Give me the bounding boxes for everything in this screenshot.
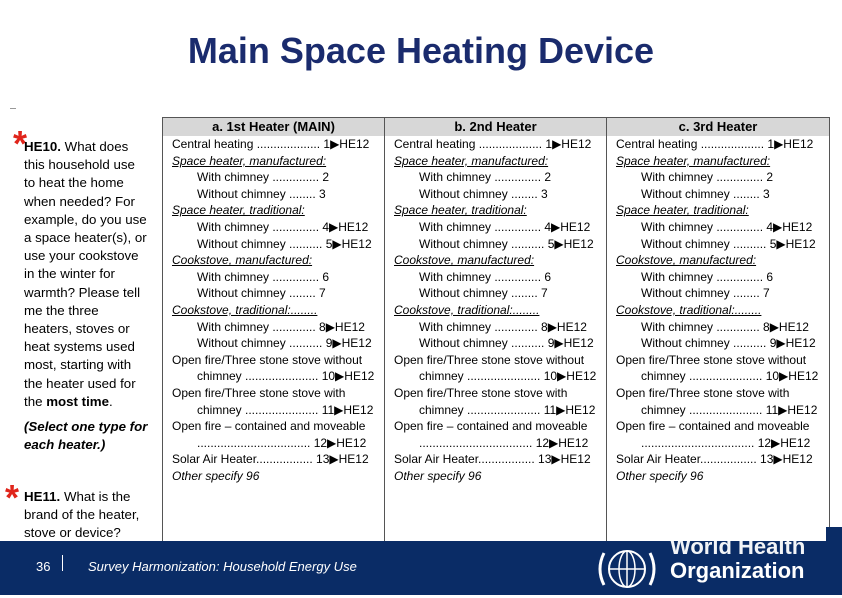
answer-option: Solar Air Heater................. 13▶HE12	[172, 452, 369, 467]
column-header: b. 2nd Heater	[385, 118, 606, 136]
answer-option: Without chimney ........ 7	[419, 286, 548, 301]
question-note-line: (Select one type for	[24, 419, 148, 434]
who-emblem-icon	[592, 547, 662, 598]
answer-option: Cookstove, manufactured:	[172, 253, 313, 268]
answer-option: .................................. 12▶HE12	[641, 435, 811, 450]
answer-option: Space heater, traditional:	[172, 203, 305, 218]
question-he11	[24, 488, 139, 543]
answer-option: Without chimney ........ 3	[197, 186, 326, 201]
answer-option: Space heater, traditional:	[616, 203, 749, 218]
question-line: brand of the heater,	[24, 507, 140, 523]
answer-option: With chimney .............. 6	[419, 269, 552, 284]
answer-option: With chimney ............. 8▶HE12	[641, 319, 809, 334]
question-note-line: each heater.)	[24, 437, 106, 453]
question-line: heaters, stoves or	[24, 321, 130, 337]
answer-option: Without chimney ........ 3	[641, 186, 770, 201]
question-line	[24, 488, 139, 506]
answer-option: Central heating ................... 1▶HE12	[394, 137, 592, 151]
answer-option: Open fire – contained and moveable	[394, 419, 588, 434]
answer-option: Other specify 96	[172, 468, 260, 483]
question-line: me the three	[24, 302, 99, 318]
answer-option: Without chimney .......... 9▶HE12	[641, 336, 816, 351]
divider-mark	[10, 108, 16, 109]
required-asterisk: *	[5, 477, 20, 518]
question-line: this household use	[24, 157, 135, 173]
answer-option: With chimney .............. 4▶HE12	[197, 219, 369, 234]
answer-option: Cookstove, manufactured:	[616, 253, 757, 268]
question-line: in the winter for	[24, 266, 115, 282]
question-line: example, do you use	[24, 211, 147, 227]
org-name-line2: Organization	[670, 558, 805, 583]
footer-text: Survey Harmonization: Household Energy Use	[88, 559, 357, 574]
answer-option: Open fire/Three stone stove with	[394, 385, 568, 400]
answer-option: With chimney .............. 2	[197, 170, 330, 185]
org-name-line1: World Health	[670, 534, 806, 559]
answer-option: Cookstove, traditional:........	[172, 302, 318, 317]
answer-option: With chimney ............. 8▶HE12	[197, 319, 365, 334]
answer-option: Cookstove, traditional:........	[394, 302, 540, 317]
answer-option: chimney ...................... 11▶HE12	[641, 402, 818, 417]
answer-option: Open fire – contained and moveable	[616, 419, 810, 434]
answer-option: Other specify 96	[616, 468, 704, 483]
column-header: c. 3rd Heater	[607, 118, 829, 136]
answer-option: .................................. 12▶HE12	[197, 435, 367, 450]
answer-option: Space heater, manufactured:	[616, 153, 771, 168]
answer-option: With chimney .............. 4▶HE12	[641, 219, 813, 234]
footer-corner	[826, 527, 842, 541]
slide-title: Main Space Heating Device	[187, 30, 655, 71]
question-line: heat systems used	[24, 339, 135, 355]
answer-option: Other specify 96	[394, 468, 482, 483]
table-frame	[162, 117, 830, 543]
answer-option: chimney ...................... 11▶HE12	[197, 402, 374, 417]
answer-option: Solar Air Heater................. 13▶HE12	[616, 452, 813, 467]
answer-option: Without chimney .......... 5▶HE12	[419, 236, 594, 251]
page-divider	[62, 555, 63, 571]
question-id: HE10.	[24, 139, 61, 154]
answer-option: Open fire/Three stone stove with	[616, 385, 790, 400]
answer-option: With chimney .............. 6	[641, 269, 774, 284]
question-punct: .	[109, 393, 113, 409]
who-logo-text	[670, 535, 805, 583]
answer-option: Without chimney ........ 3	[419, 186, 548, 201]
answer-option: chimney ...................... 11▶HE12	[419, 402, 596, 417]
answer-option: Central heating ................... 1▶HE12	[616, 137, 814, 151]
question-he10-note	[24, 418, 147, 454]
answer-option: With chimney ............. 8▶HE12	[419, 319, 587, 334]
answer-option: chimney ...................... 10▶HE12	[197, 369, 375, 384]
question-line: stove or device?	[24, 525, 121, 541]
answer-option: Cookstove, manufactured:	[394, 253, 535, 268]
answer-option: Open fire/Three stone stove with	[172, 385, 346, 400]
answer-option: Open fire/Three stone stove without	[616, 352, 807, 367]
question-line: What does	[64, 139, 129, 154]
question-he10	[24, 138, 147, 411]
answer-option: Without chimney .......... 9▶HE12	[419, 336, 594, 351]
answer-option: With chimney .............. 4▶HE12	[419, 219, 591, 234]
answer-option: Open fire – contained and moveable	[172, 419, 366, 434]
question-line: use your cookstove	[24, 248, 139, 264]
answer-option: Space heater, manufactured:	[394, 153, 549, 168]
answer-option: Solar Air Heater................. 13▶HE12	[394, 452, 591, 467]
question-text: What is the	[63, 489, 131, 504]
required-asterisk: *	[13, 123, 28, 164]
question-line: when needed? For	[24, 193, 135, 209]
question-line: the heater used for	[24, 375, 136, 391]
question-id: HE11.	[24, 489, 61, 504]
answer-option: Without chimney ........ 7	[197, 286, 326, 301]
answer-option: Space heater, traditional:	[394, 203, 527, 218]
answer-option: .................................. 12▶HE12	[419, 435, 589, 450]
answer-option: Central heating ................... 1▶HE12	[172, 137, 370, 151]
question-line: warmth? Please tell	[24, 284, 141, 300]
answer-option: With chimney .............. 2	[641, 170, 774, 185]
question-line: most, starting with	[24, 357, 132, 373]
answer-option: Without chimney .......... 5▶HE12	[197, 236, 372, 251]
answer-option: With chimney .............. 2	[419, 170, 552, 185]
answer-option: With chimney .............. 6	[197, 269, 330, 284]
page-number: 36	[36, 559, 51, 574]
answer-option: Space heater, manufactured:	[172, 153, 327, 168]
answer-option: chimney ...................... 10▶HE12	[641, 369, 819, 384]
question-line: to heat the home	[24, 175, 124, 191]
footer-bar	[0, 534, 842, 595]
answer-option: Without chimney ........ 7	[641, 286, 770, 301]
answer-option: Without chimney .......... 5▶HE12	[641, 236, 816, 251]
question-emphasis: most time	[46, 393, 110, 409]
answer-option: Open fire/Three stone stove without	[172, 352, 363, 367]
question-line: the	[24, 393, 43, 409]
answer-option: Open fire/Three stone stove without	[394, 352, 585, 367]
answer-option: Cookstove, traditional:........	[616, 302, 762, 317]
answer-option: Without chimney .......... 9▶HE12	[197, 336, 372, 351]
question-line: a space heater(s), or	[24, 230, 147, 246]
column-header: a. 1st Heater (MAIN)	[163, 118, 384, 136]
answer-option: chimney ...................... 10▶HE12	[419, 369, 597, 384]
